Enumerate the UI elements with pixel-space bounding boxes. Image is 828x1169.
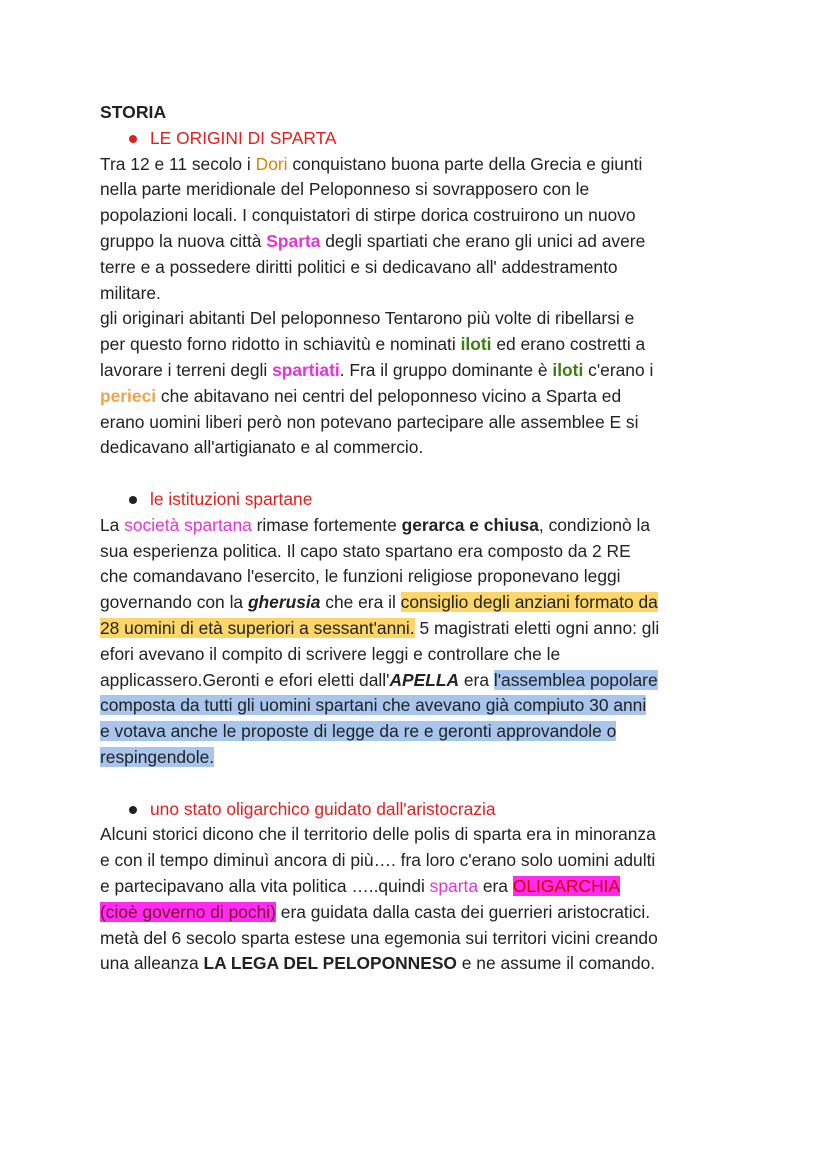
- section-heading-origini: LE ORIGINI DI SPARTA: [100, 126, 740, 152]
- section-heading-istituzioni: le istituzioni spartane: [100, 487, 740, 513]
- highlight-consiglio: consiglio degli anziani formato da: [400, 592, 658, 613]
- highlight-governo-pochi: (cioè governo di pochi): [100, 901, 276, 922]
- term-spartiati: spartiati: [272, 359, 340, 380]
- highlight-assemblea: l'assemblea popolare: [493, 669, 658, 690]
- term-iloti-2: iloti: [552, 359, 584, 380]
- bullet-icon: [129, 135, 137, 143]
- term-apella: APELLA: [389, 669, 460, 690]
- paragraph-origini: Tra 12 e 11 secolo i Dori conquistano buona parte della Grecia e giunti nella parte meridionale del Peloponneso si sovrapposero con le popolazioni locali. I conquistatori di stirpe dorica costruirono un nuovo gruppo la nuova città Sparta degli spartiati che erano gli unici ad avere terre e a possedere diritti politici e si dedicavano all' addestramento militare. gli originari abitanti Del peloponneso Tentarono più volte di ribellarsi e per questo forno ridotto in schiavitù e nominati iloti ed erano costretti a lavorare i terreni degli spartiati. Fra il gruppo dominante è iloti c'erano i perieci che abitavano nei centri del peloponneso vicino a Sparta ed erano uomini liberi però non potevano partecipare alle assemblee E si dedicavano all'artigianato e al commercio.: [100, 153, 654, 458]
- highlight-oligarchia: OLIGARCHIA: [512, 875, 621, 896]
- term-perieci: perieci: [100, 385, 157, 406]
- document-body: [100, 100, 740, 977]
- section-heading-oligarchia: uno stato oligarchico guidato dall'aristocrazia: [100, 797, 740, 823]
- highlight-consiglio-cont: 28 uomini di età superiori a sessant'anni.: [100, 617, 415, 638]
- term-sparta: Sparta: [266, 230, 321, 251]
- term-iloti: iloti: [460, 334, 492, 355]
- term-gherusia: gherusia: [247, 592, 321, 613]
- page-title: STORIA: [100, 102, 167, 122]
- bullet-icon: [129, 806, 137, 814]
- term-dori: Dori: [255, 153, 288, 174]
- term-sparta-2: sparta: [429, 875, 478, 896]
- paragraph-oligarchia: Alcuni storici dicono che il territorio delle polis di sparta era in minoranza e con il tempo diminuì ancora di più…. fra loro c'erano solo uomini adulti e partecipavano alla vita politica …..quindi sparta era OLIGARCHIA (cioè governo di pochi) era guidata dalla casta dei guerrieri aristocratici. metà del 6 secolo sparta estese una egemonia sui territori vicini creando una alleanza LA LEGA DEL PELOPONNESO e ne assume il comando.: [100, 824, 658, 974]
- paragraph-istituzioni: La società spartana rimase fortemente gerarca e chiusa, condizionò la sua esperienza politica. Il capo stato spartano era composto da 2 RE che comandavano l'esercito, le funzioni religiose proponevano leggi governando con la gherusia che era il consiglio degli anziani formato da 28 uomini di età superiori a sessant'anni. 5 magistrati eletti ogni anno: gli efori avevano il compito di scrivere leggi e controllare che le applicassero.Geronti e efori eletti dall'APELLA era l'assemblea popolare composta da tutti gli uomini spartani che avevano già compiuto 30 anni e votava anche le proposte di legge da re e geronti approvandole o respingendole.: [100, 514, 660, 767]
- term-societa-spartana: società spartana: [124, 514, 252, 535]
- term-lega: LA LEGA DEL PELOPONNESO: [203, 953, 457, 974]
- bullet-icon: [129, 496, 137, 504]
